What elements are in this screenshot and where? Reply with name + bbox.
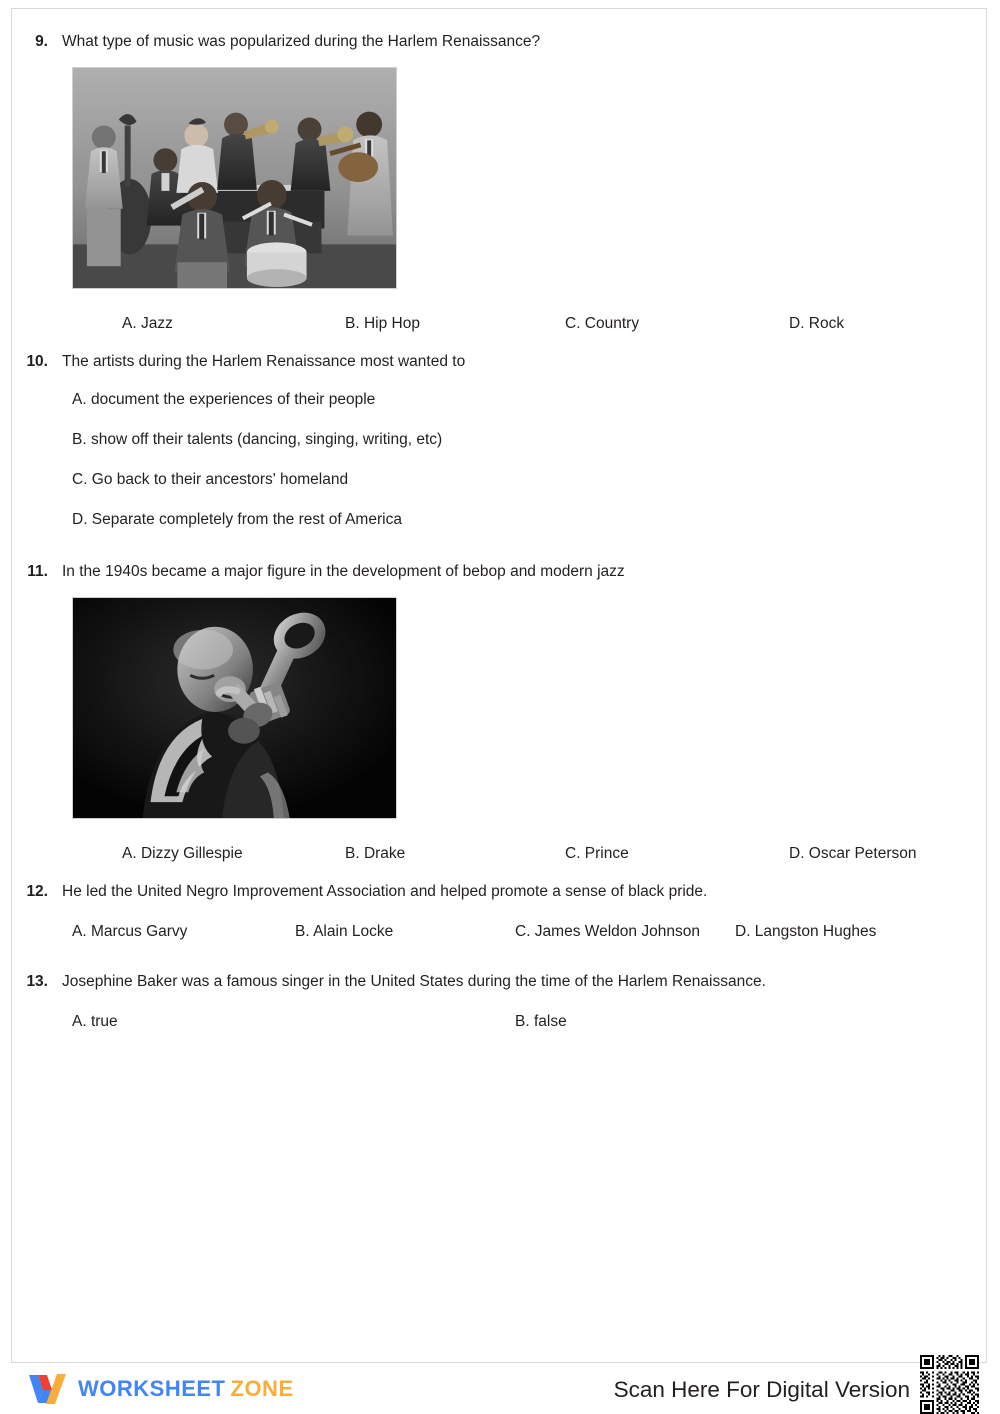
worksheet-zone-mark-icon — [26, 1372, 68, 1406]
scan-section — [614, 1366, 979, 1414]
question-10-number: 10. — [26, 353, 48, 370]
question-11-number: 11. — [27, 563, 48, 580]
question-12 — [12, 881, 1000, 943]
question-9-options — [62, 313, 1000, 335]
question-13-number: 13. — [26, 973, 48, 990]
question-10-option-a[interactable]: A. document the experiences of their people — [72, 391, 376, 408]
question-10-option-c[interactable]: C. Go back to their ancestors' homeland — [72, 471, 349, 488]
question-11-image — [72, 597, 397, 819]
question-13-option-a[interactable]: A. true — [72, 1013, 118, 1030]
question-11-option-c[interactable]: C. Prince — [565, 845, 629, 862]
question-9-option-c[interactable]: C. Country — [565, 315, 640, 332]
question-11-option-d[interactable]: D. Oscar Peterson — [789, 845, 917, 862]
question-9-text: What type of music was popularized during the Harlem Renaissance? — [62, 33, 541, 50]
question-9-image — [72, 67, 397, 289]
question-11-options — [62, 843, 1000, 865]
question-9-option-a[interactable]: A. Jazz — [122, 315, 173, 332]
brand-wordmark — [78, 1376, 294, 1402]
question-13-option-b[interactable]: B. false — [515, 1013, 567, 1030]
question-9 — [12, 31, 1000, 335]
question-12-option-a[interactable]: A. Marcus Garvy — [72, 923, 188, 940]
question-10-text: The artists during the Harlem Renaissance most wanted to — [62, 353, 466, 370]
question-13 — [12, 971, 1000, 1033]
question-12-option-d[interactable]: D. Langston Hughes — [735, 923, 877, 940]
brand-zone-text: ZONE — [230, 1376, 294, 1401]
question-10 — [12, 351, 1000, 549]
page-footer — [11, 1366, 987, 1414]
question-12-text: He led the United Negro Improvement Association and helped promote a sense of black pride. — [62, 883, 708, 900]
question-11-option-a[interactable]: A. Dizzy Gillespie — [122, 845, 243, 862]
question-9-option-b[interactable]: B. Hip Hop — [345, 315, 420, 332]
question-11-option-b[interactable]: B. Drake — [345, 845, 406, 862]
question-9-option-d[interactable]: D. Rock — [789, 315, 845, 332]
question-12-option-c[interactable]: C. James Weldon Johnson — [515, 923, 700, 940]
question-10-options — [62, 389, 1000, 531]
question-12-options — [62, 921, 1000, 943]
question-10-option-b[interactable]: B. show off their talents (dancing, singing, writing, etc) — [72, 431, 443, 448]
question-10-option-d[interactable]: D. Separate completely from the rest of America — [72, 511, 402, 528]
worksheet-page — [11, 8, 987, 1363]
question-12-number: 12. — [26, 883, 48, 900]
question-9-number: 9. — [35, 33, 48, 50]
question-13-options — [62, 1011, 1000, 1033]
brand-worksheet-text: WORKSHEET — [78, 1376, 226, 1401]
question-13-text: Josephine Baker was a famous singer in the United States during the time of the Harlem Renaissance. — [62, 973, 766, 990]
question-11 — [12, 561, 1000, 865]
qr-code-icon[interactable] — [920, 1355, 979, 1414]
worksheet-zone-logo[interactable] — [26, 1372, 294, 1406]
question-11-text: In the 1940s became a major figure in the development of bebop and modern jazz — [62, 563, 625, 580]
question-12-option-b[interactable]: B. Alain Locke — [295, 923, 394, 940]
scan-label: Scan Here For Digital Version — [613, 1377, 910, 1402]
